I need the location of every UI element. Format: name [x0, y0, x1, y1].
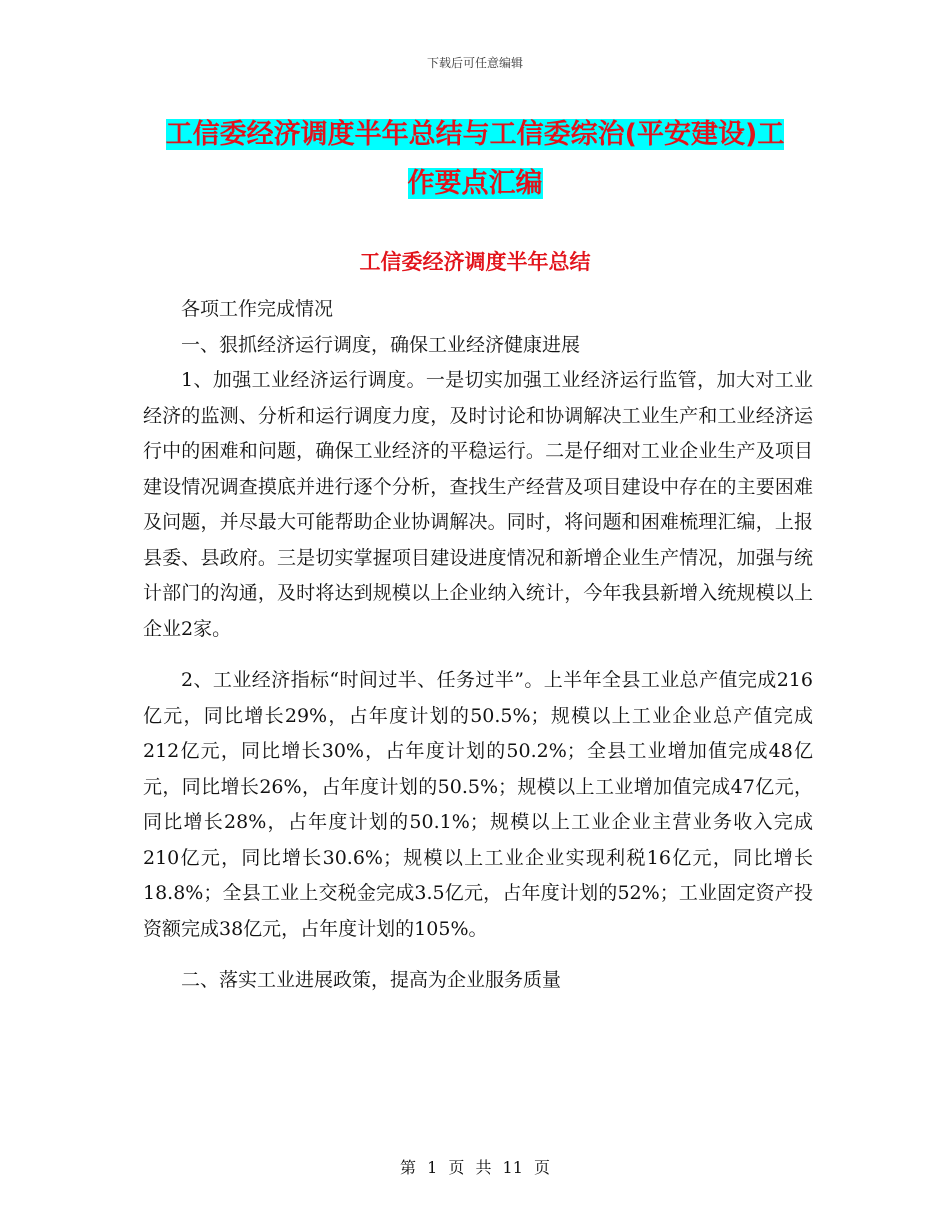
paragraph-item-2: 2、工业经济指标“时间过半、任务过半”。上半年全县工业总产值完成216亿元，同比增长29%，占年度计划的50.5%；规模以上工业企业总产值完成212亿元，同比增长30%，占年度计划的50.2%；全县工业增加值完成48亿元，同比增长26%，占年度计划的50.5%；规模以上工业增加值完成47亿元，同比增长28%，占年度计划的50.1%；规模以上工业企业主营业务收入完成210亿元，同比增长30.6%；规模以上工业企业实现利税16亿元，同比增长18.8%；全县工业上交税金完成3.5亿元，占年度计划的52%；工业固定资产投资额完成38亿元，占年度计划的105%。 [143, 669, 813, 940]
document-title [140, 110, 810, 208]
title-line-1: 工信委经济调度半年总结与工信委综治(平安建设)工 [165, 119, 785, 150]
section-title: 工信委经济调度半年总结 [359, 250, 591, 274]
paragraph-subheading-1: 一、狠抓经济运行调度，确保工业经济健康进展 [181, 333, 581, 356]
document-body [143, 292, 813, 999]
title-line-2: 作要点汇编 [407, 168, 543, 199]
paragraph-item-1: 1、加强工业经济运行调度。一是切实加强工业经济运行监管，加大对工业经济的监测、分析和运行调度力度，及时讨论和协调解决工业生产和工业经济运行中的困难和问题，确保工业经济的平稳运行。二是仔细对工业企业生产及项目建设情况调查摸底并进行逐个分析，查找生产经营及项目建设中存在的主要困难及问题，并尽最大可能帮助企业协调解决。同时，将问题和困难梳理汇编，上报县委、县政府。三是切实掌握项目建设进度情况和新增企业生产情况，加强与统计部门的沟通，及时将达到规模以上企业纳入统计，今年我县新增入统规模以上企业2家。 [143, 369, 813, 640]
paragraph-heading: 各项工作完成情况 [181, 298, 334, 320]
header-note: 下载后可任意编辑 [426, 56, 523, 70]
paragraph-subheading-2: 二、落实工业进展政策，提高为企业服务质量 [181, 969, 562, 991]
page-footer: 第 1 页 共 11 页 [400, 1158, 550, 1177]
